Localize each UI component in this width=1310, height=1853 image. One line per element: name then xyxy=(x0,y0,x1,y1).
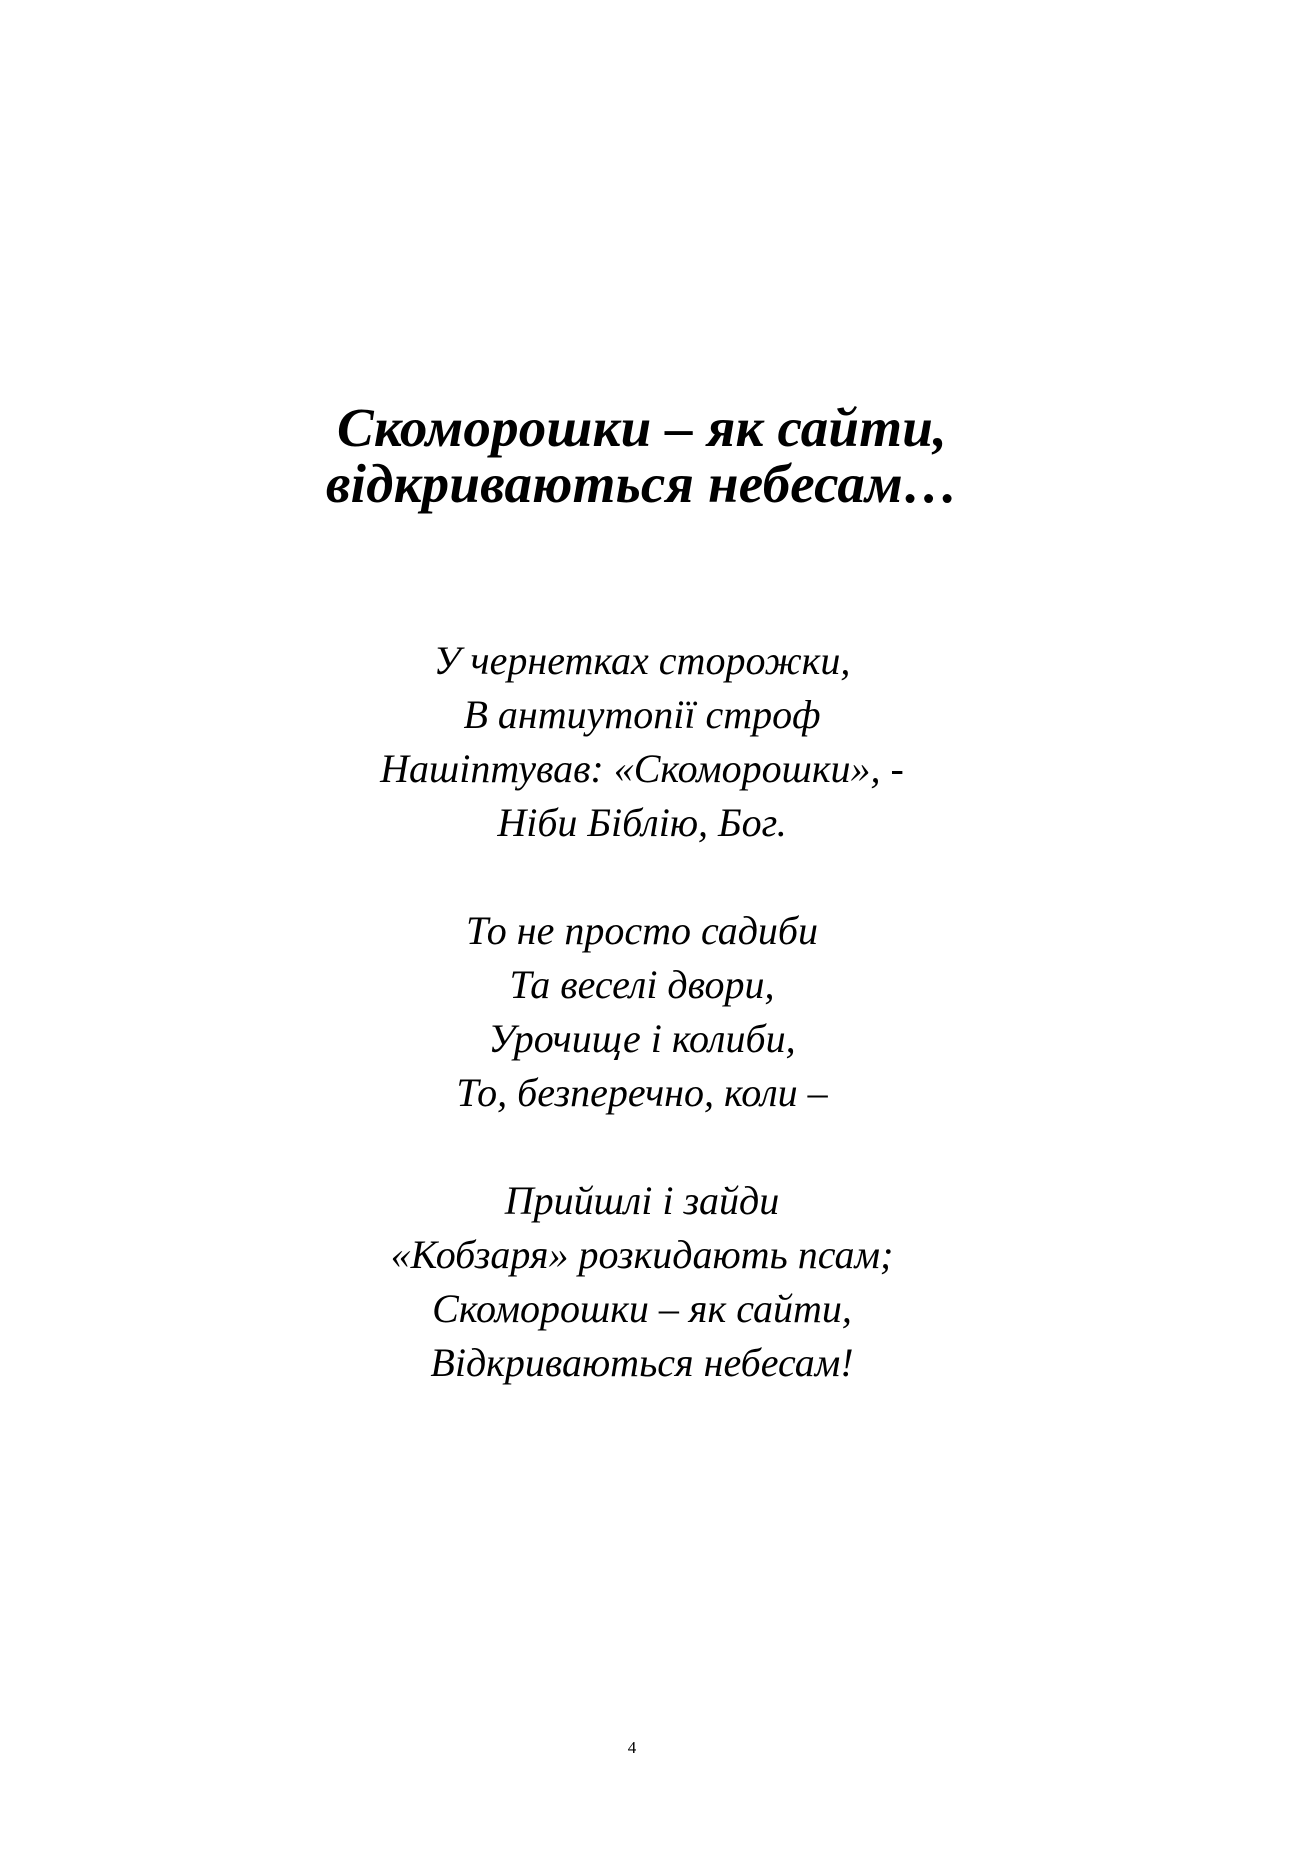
poem-line: То, безперечно, коли – xyxy=(456,1070,828,1115)
title-line: відкриваються небесам… xyxy=(325,453,959,514)
stanza-3 xyxy=(0,1174,1284,1390)
page-number: 4 xyxy=(627,1738,637,1757)
poem-body xyxy=(0,634,1284,1444)
poem-line: Прийшлі і зайди xyxy=(504,1178,780,1223)
stanza-2 xyxy=(0,904,1284,1120)
title-line: Скоморошки – як сайти, xyxy=(337,397,947,458)
poem-line: Та веселі двори, xyxy=(509,962,775,1007)
poem-line: Нашіптував: «Скоморошки», - xyxy=(380,746,904,791)
poem-line: Урочище і колиби, xyxy=(488,1016,796,1061)
poem-line: У чернетках сторожки, xyxy=(433,638,851,683)
poem-line: Скоморошки – як сайти, xyxy=(432,1286,852,1331)
poem-line: Ніби Біблію, Бог. xyxy=(497,800,787,845)
poem-title xyxy=(0,397,1284,514)
stanza-1 xyxy=(0,634,1284,850)
poem-line: «Кобзаря» розкидають псам; xyxy=(390,1232,894,1277)
poem-line: Відкриваються небесам! xyxy=(430,1340,854,1385)
poem-line: То не просто садиби xyxy=(465,908,819,953)
poem-line: В антиутопії строф xyxy=(463,692,821,737)
